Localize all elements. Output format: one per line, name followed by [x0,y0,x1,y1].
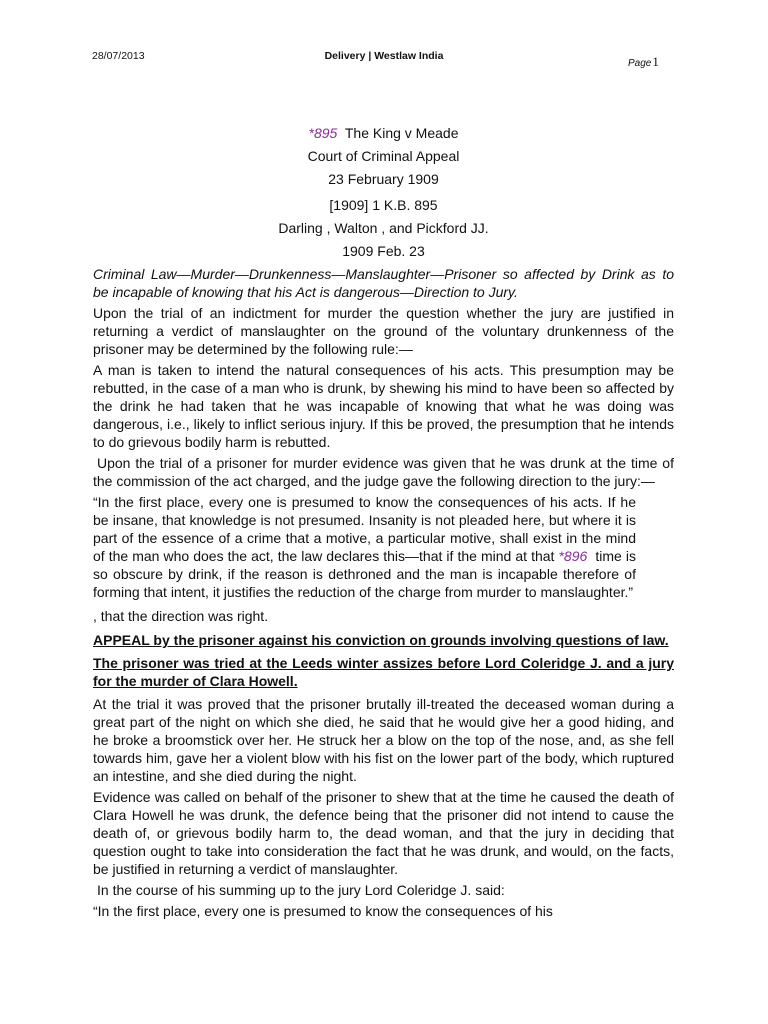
court-name: Court of Criminal Appeal [307,148,460,164]
summing-up-intro: In the course of his summing up to the jury Lord Coleridge J. said: [97,882,505,898]
citation: [1909] 1 K.B. 895 [329,197,438,213]
page-label: Page [628,58,652,69]
page-number: 1 [652,54,659,69]
header-title: Delivery | Westlaw India [324,50,444,62]
evidence-paragraph: Evidence was called on behalf of the prisoner to shew that at the time he caused the death of Clara Howell he was drunk, the defence being that the prisoner did not intend to cause the death of, or grievous bodily harm to, the dead woman, and that the jury in deciding that question ought to take into consideration the fact that he was drunk, and would, on the facts, be justified in returning a verdict of manslaughter. [93,789,674,877]
star-page-marker-896: *896 [558,548,588,564]
quote-part-b: time is so obscure by drink, if the reason is dethroned and the man is incapable therefore of forming that intent, it justifies the reduction of the charge from murder to manslaughter.” [93,548,636,600]
trial-heading: The prisoner was tried at the Leeds winter assizes before Lord Coleridge J. and a jury for the murder of Clara Howell. [93,655,674,689]
star-page-marker: *895 [308,125,338,141]
header-date: 28/07/2013 [92,50,145,62]
summing-up-quote: “In the first place, every one is presumed to know the consequences of his [93,903,553,919]
quote-part-a: “In the first place, every one is presumed to know the consequences of his acts. If he be insane, that knowledge is not presumed. Insanity is not pleaded here, but where it is part of the essence of a crime that a motive, a particular motive, shall exist in the mind of the man who does the act, the law declares this—that if the mind at that [93,494,636,564]
judgment-date: 23 February 1909 [328,171,439,187]
judges: Darling , Walton , and Pickford JJ. [278,220,489,236]
headnote-paragraph-1: Upon the trial of an indictment for murder the question whether the jury are justified in returning a verdict of manslaughter on the ground of the voluntary drunkenness of the prisoner may be determined by the following rule:— [93,305,674,357]
holding-line: , that the direction was right. [93,608,269,624]
facts-paragraph: At the trial it was proved that the prisoner brutally ill-treated the deceased woman during a great part of the night on which she died, he said that he would give her a good hiding, and he broke a broomstick over her. He struck her a blow on the top of the nose, and, as she fell towards him, gave her a violent blow with his fist on the lower part of the body, which ruptured an intestine, and she died during the night. [93,696,674,784]
header-page [628,54,659,70]
quoted-direction [93,493,636,601]
appeal-heading: APPEAL by the prisoner against his conviction on grounds involving questions of law. [93,632,669,648]
headnote-paragraph-2: A man is taken to intend the natural consequences of his acts. This presumption may be rebutted, in the case of a man who is drunk, by shewing his mind to have been so affected by the drink he had taken that he was incapable of knowing that what he was doing was dangerous, i.e., likely to inflict serious injury. If this be proved, the presumption that he intends to do grievous bodily harm is rebutted. [93,362,674,450]
hearing-date: 1909 Feb. 23 [342,243,425,259]
case-title: The King v Meade [344,125,459,141]
headnote-paragraph-3: Upon the trial of a prisoner for murder evidence was given that he was drunk at the time of the commission of the act charged, and the judge gave the following direction to the jury:— [93,455,674,489]
catchwords: Criminal Law—Murder—Drunkenness—Manslaughter—Prisoner so affected by Drink as to be incapable of knowing that his Act is dangerous—Direction to Jury. [93,266,674,300]
case-title-line [93,124,674,142]
document-body [93,124,674,923]
